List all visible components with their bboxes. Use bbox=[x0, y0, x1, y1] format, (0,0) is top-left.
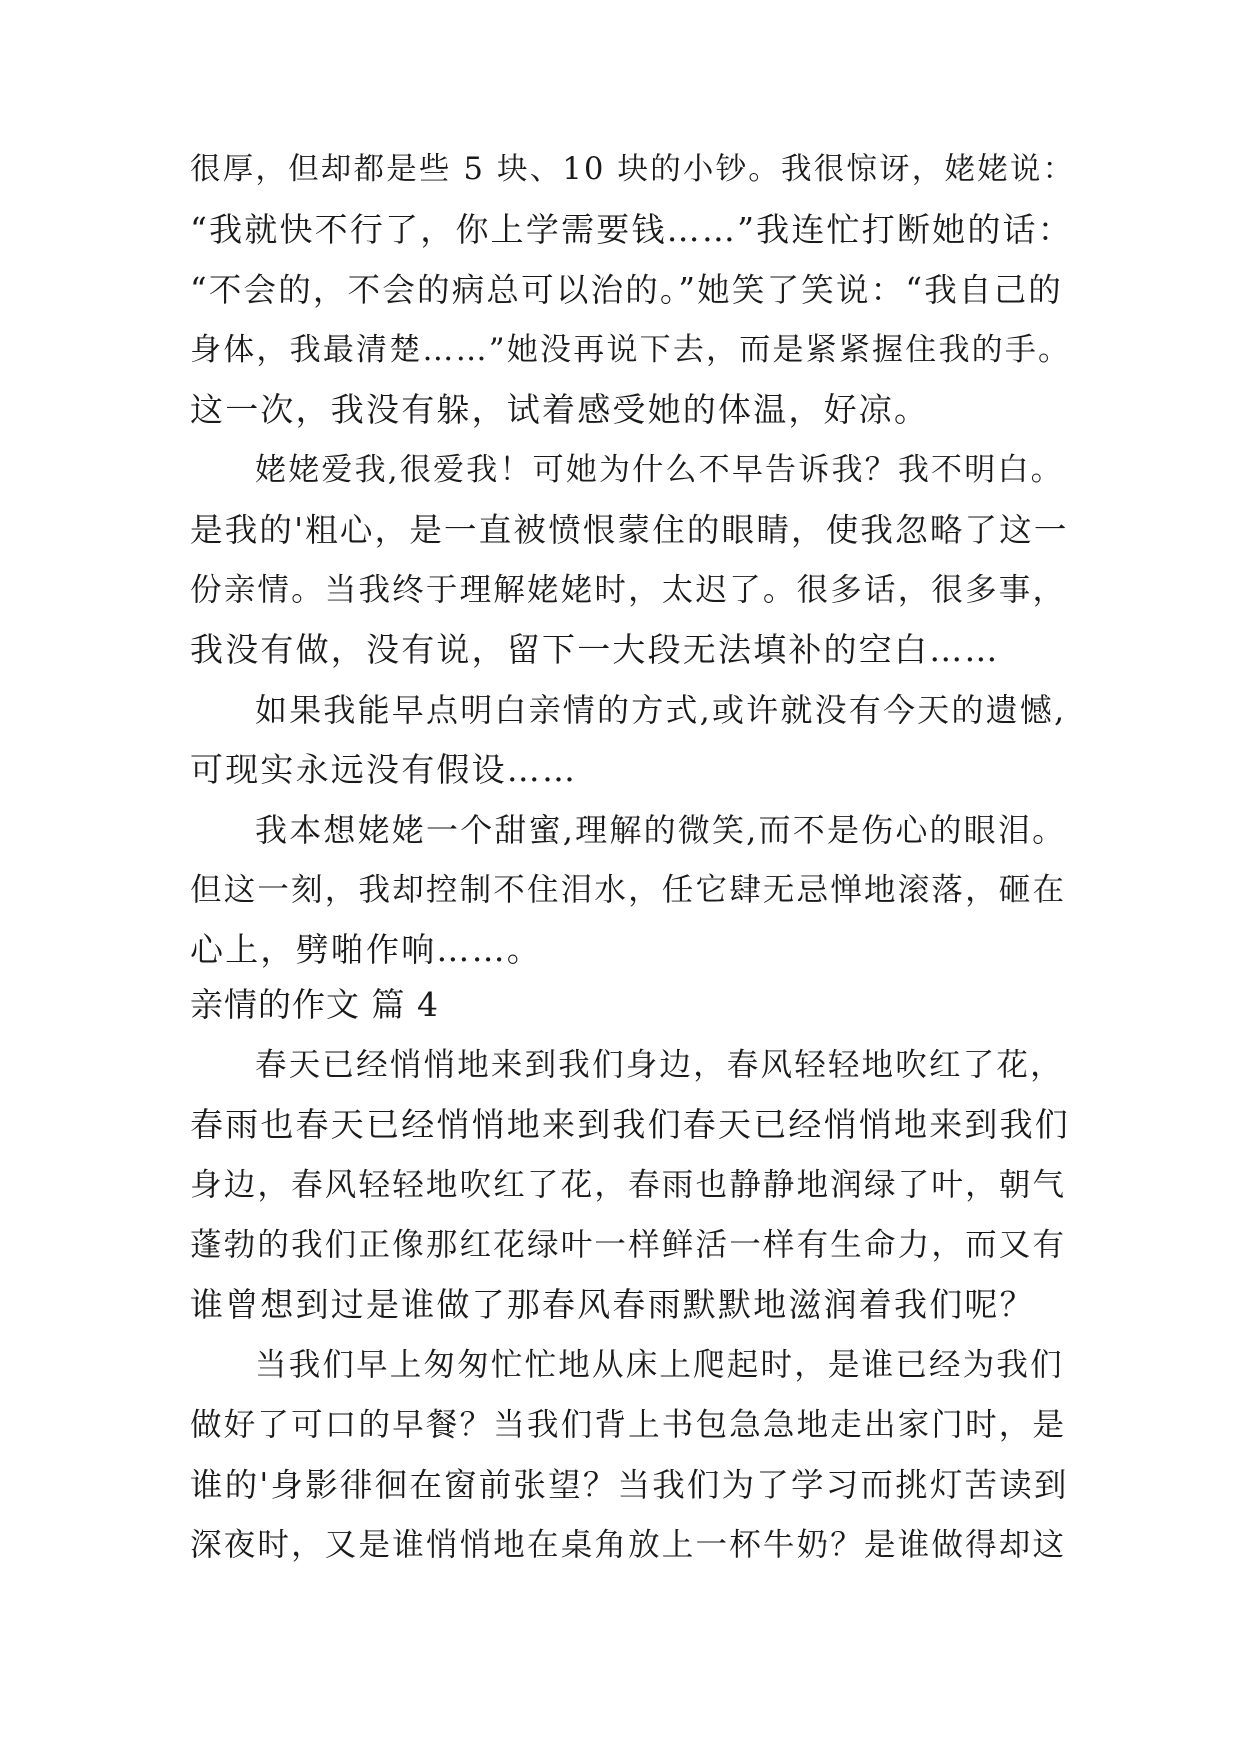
paragraph-first-line: 我本想姥姥一个甜蜜,理解的微笑,而不是伤心的眼泪。 bbox=[255, 811, 1067, 849]
text-line: 身体，我最清楚……”她没再说下去，而是紧紧握住我的手。 bbox=[190, 332, 1072, 368]
text-line: 春雨也春天已经悄悄地来到我们春天已经悄悄地来到我们 bbox=[190, 1105, 1070, 1144]
text-line: 但这一刻，我却控制不住泪水，任它肆无忌惮地滚落，砸在 bbox=[190, 872, 1067, 908]
text-line: 可现实永远没有假设…… bbox=[190, 750, 578, 789]
text-line: 身边，春风轻轻地吹红了花，春雨也静静地润绿了叶，朝气 bbox=[190, 1167, 1067, 1203]
paragraph-first-line: 当我们早上匆匆忙忙地从床上爬起时，是谁已经为我们 bbox=[255, 1347, 1064, 1383]
text-line: 做好了可口的早餐？当我们背上书包急急地走出家门时，是 bbox=[190, 1407, 1067, 1443]
section-heading: 亲情的作文 篇 4 bbox=[190, 985, 439, 1024]
text-line: 份亲情。当我终于理解姥姥时，太迟了。很多话，很多事， bbox=[190, 572, 1067, 608]
text-line: 谁曾想到过是谁做了那春风春雨默默地滋润着我们呢？ bbox=[190, 1285, 1035, 1324]
text-line: 深夜时，又是谁悄悄地在桌角放上一杯牛奶？是谁做得却这 bbox=[190, 1527, 1067, 1563]
text-line: 这一次，我没有躲，试着感受她的体温，好凉。 bbox=[190, 390, 930, 429]
text-line: 心上，劈啪作响……。 bbox=[190, 930, 542, 969]
text-line: 我没有做，没有说，留下一大段无法填补的空白…… bbox=[190, 630, 1000, 669]
paragraph-first-line: 如果我能早点明白亲情的方式,或许就没有今天的遗憾, bbox=[255, 691, 1067, 729]
paragraph-first-line: 春天已经悄悄地来到我们身边，春风轻轻地吹红了花， bbox=[255, 1047, 1064, 1083]
text-line: 蓬勃的我们正像那红花绿叶一样鲜活一样有生命力，而又有 bbox=[190, 1227, 1067, 1263]
text-line: 是我的'粗心，是一直被愤恨蒙住的眼睛，使我忽略了这一 bbox=[190, 511, 1069, 549]
text-line: “不会的，不会的病总可以治的。”她笑了笑说：“我自己的 bbox=[190, 271, 1063, 309]
text-line: 很厚，但却都是些 5 块、10 块的小钞。我很惊讶，姥姥说： bbox=[190, 152, 1076, 187]
text-line: 谁的'身影徘徊在窗前张望？当我们为了学习而挑灯苦读到 bbox=[190, 1466, 1069, 1504]
text-line: “我就快不行了，你上学需要钱……”我连忙打断她的话： bbox=[190, 210, 1073, 249]
paragraph-first-line: 姥姥爱我,很爱我！可她为什么不早告诉我？我不明白。 bbox=[255, 452, 1064, 488]
